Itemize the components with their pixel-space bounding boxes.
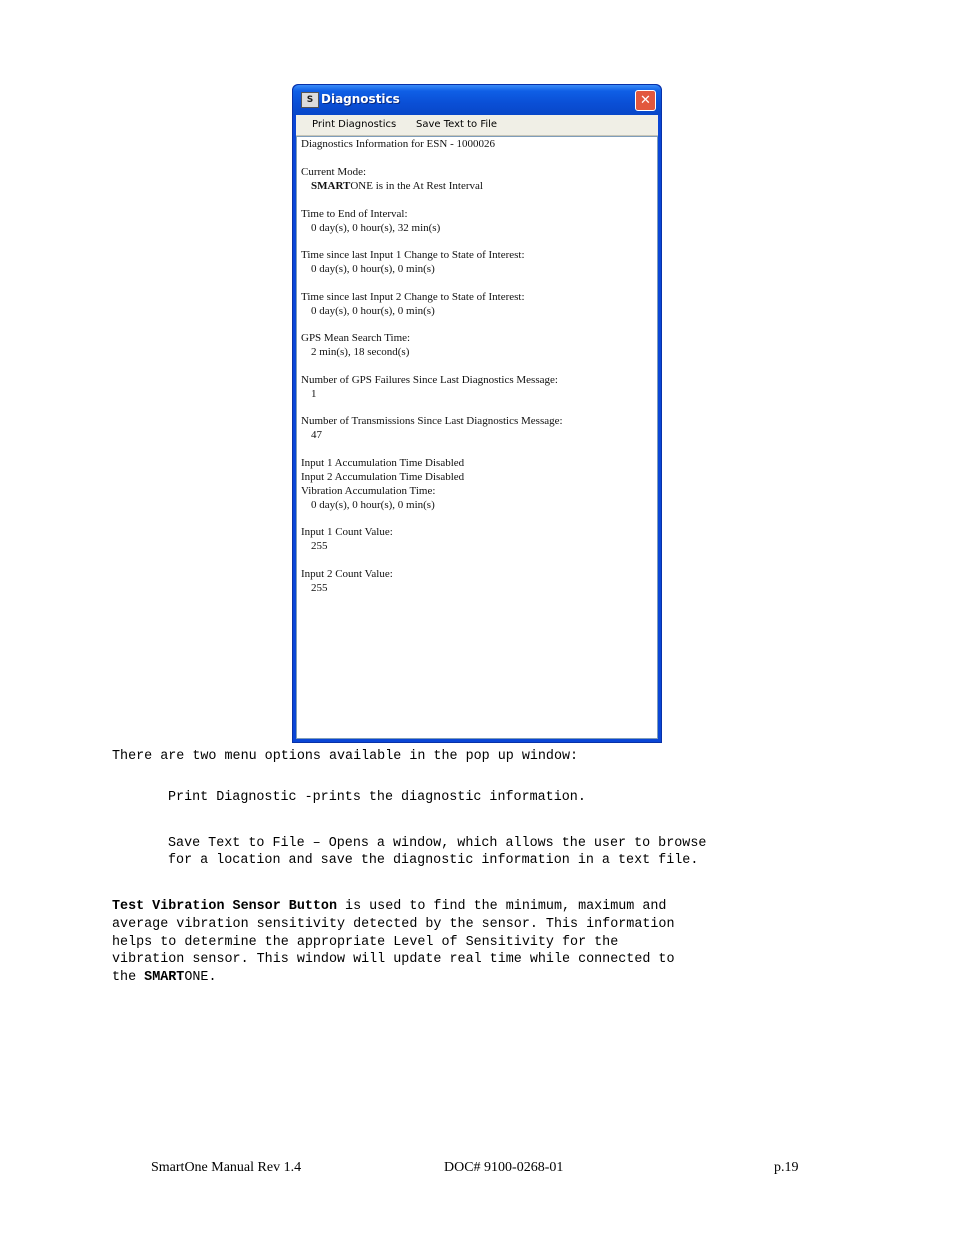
- diag-value: 255: [311, 582, 328, 594]
- diag-header: Diagnostics Information for ESN - 1000026: [301, 138, 495, 150]
- diag-label: Input 2 Accumulation Time Disabled: [301, 471, 465, 483]
- menu-bar: [296, 115, 658, 136]
- intro-text: There are two menu options available in the pop up window:: [112, 749, 579, 764]
- close-button[interactable]: ✕: [635, 90, 656, 111]
- diagnostics-window: [292, 84, 662, 743]
- smart-bold: SMART: [144, 970, 185, 985]
- app-icon: S: [301, 92, 319, 108]
- diag-value: [311, 180, 483, 192]
- diag-label: Time since last Input 2 Change to State of Interest:: [301, 291, 525, 303]
- paragraph-line: [112, 898, 666, 916]
- diag-value: 0 day(s), 0 hour(s), 0 min(s): [311, 305, 435, 317]
- diag-label: Number of GPS Failures Since Last Diagnostics Message:: [301, 374, 558, 386]
- diag-label: GPS Mean Search Time:: [301, 332, 411, 344]
- paragraph-line: helps to determine the appropriate Level of Sensitivity for the: [112, 935, 619, 950]
- option-save-description-line1: Save Text to File – Opens a window, which allows the user to browse: [168, 836, 707, 851]
- diag-label: Time since last Input 1 Change to State of Interest:: [301, 249, 525, 261]
- diag-value: 47: [311, 429, 322, 441]
- footer-left: SmartOne Manual Rev 1.4: [151, 1160, 302, 1175]
- title-bar[interactable]: [293, 85, 661, 115]
- paragraph-text: the: [112, 970, 145, 985]
- paragraph-text: ONE.: [184, 970, 217, 985]
- option-save-description-line2: for a location and save the diagnostic information in a text file.: [168, 853, 699, 868]
- diag-label: Time to End of Interval:: [301, 208, 408, 220]
- diag-value: 1: [311, 388, 317, 400]
- diag-value: 0 day(s), 0 hour(s), 0 min(s): [311, 263, 435, 275]
- diagnostics-text-area[interactable]: [296, 136, 658, 739]
- diag-value: 2 min(s), 18 second(s): [311, 346, 410, 358]
- menu-print-diagnostics[interactable]: Print Diagnostics: [312, 119, 397, 130]
- paragraph-text: is used to find the minimum, maximum and: [337, 899, 667, 914]
- footer-center: DOC# 9100-0268-01: [444, 1160, 564, 1175]
- footer-page-number: p.19: [774, 1160, 799, 1175]
- diag-label: Number of Transmissions Since Last Diagnostics Message:: [301, 415, 563, 427]
- diag-label: Input 1 Count Value:: [301, 526, 393, 538]
- mode-text: ONE is in the At Rest Interval: [350, 180, 483, 192]
- diag-label: Current Mode:: [301, 166, 367, 178]
- smart-bold: SMART: [311, 180, 351, 192]
- paragraph-line: [112, 969, 217, 987]
- option-print-description: Print Diagnostic -prints the diagnostic information.: [168, 790, 586, 805]
- diag-value: 255: [311, 540, 328, 552]
- test-vibration-heading: Test Vibration Sensor Button: [112, 899, 337, 914]
- diag-value: 0 day(s), 0 hour(s), 0 min(s): [311, 499, 435, 511]
- diag-label: Vibration Accumulation Time:: [301, 485, 436, 497]
- paragraph-line: average vibration sensitivity detected by the sensor. This information: [112, 917, 675, 932]
- paragraph-line: vibration sensor. This window will update real time while connected to: [112, 952, 675, 967]
- diag-label: Input 2 Count Value:: [301, 568, 393, 580]
- menu-save-text-to-file[interactable]: Save Text to File: [416, 119, 498, 130]
- window-title: Diagnostics: [321, 92, 400, 106]
- diag-value: 0 day(s), 0 hour(s), 32 min(s): [311, 222, 441, 234]
- diag-label: Input 1 Accumulation Time Disabled: [301, 457, 465, 469]
